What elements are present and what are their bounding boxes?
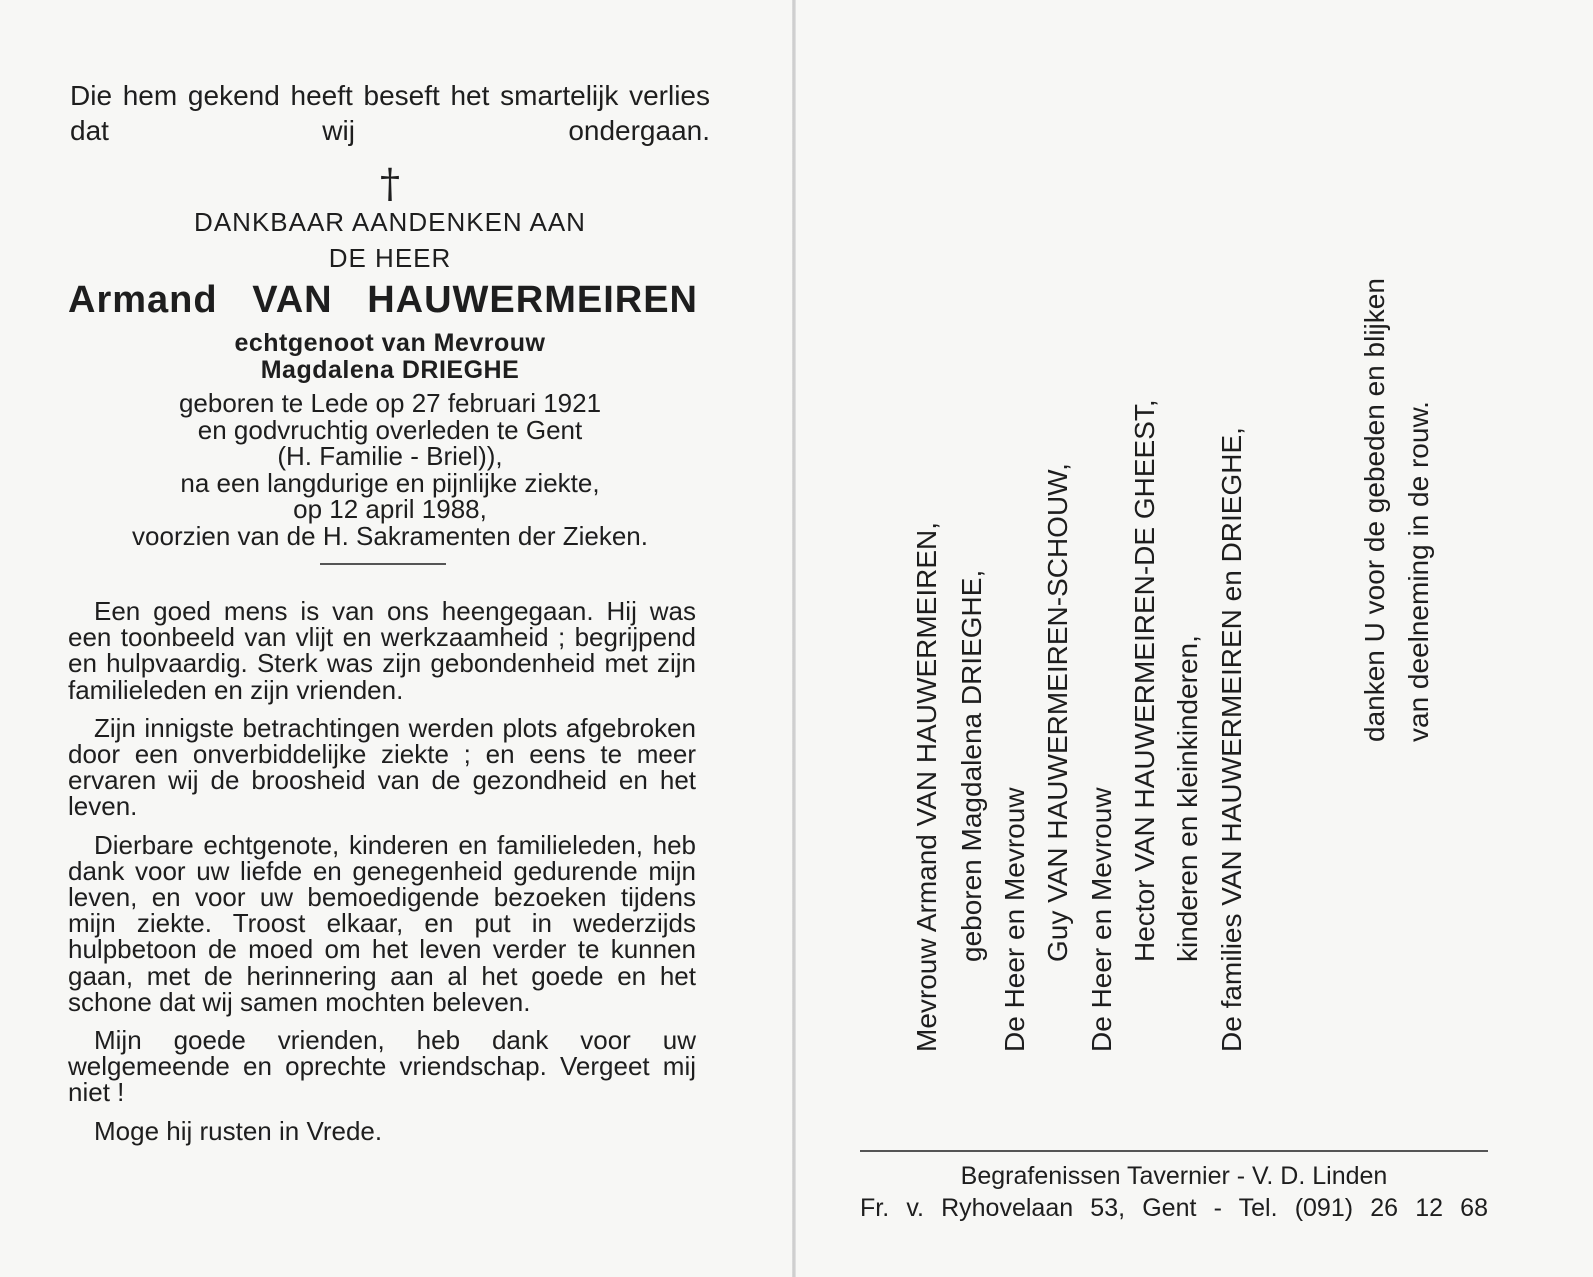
life-details (60, 390, 720, 549)
card-fold (792, 0, 796, 1277)
divider (320, 563, 446, 565)
family-line: De Heer en Mevrouw (999, 787, 1030, 1052)
spouse-line-1: echtgenoot van Mevrouw (234, 329, 546, 357)
family-line: De Heer en Mevrouw (1086, 787, 1117, 1052)
undertaker-divider (860, 1150, 1488, 1152)
detail-line: (H. Familie - Briel)), (277, 441, 503, 471)
dedication-line-1: DANKBAAR AANDENKEN AAN (194, 207, 586, 237)
family-line: Hector VAN HAUWERMEIREN-DE GHEEST, (1129, 399, 1160, 962)
opening-quote: Die hem gekend heeft beseft het smartelijk verlies dat wij ondergaan. (70, 80, 710, 146)
detail-line: en godvruchtig overleden te Gent (197, 414, 583, 445)
thanks-line-2: van deelneming in de rouw. (1403, 401, 1434, 742)
deceased-name: Armand VAN HAUWERMEIREN (68, 279, 698, 321)
memorial-paragraph: Dierbare echtgenote, kinderen en familieleden, heb dank voor uw liefde en genegenheid gedurende mijn leven, en voor uw bemoedigende bezoeken tijdens mijn ziekte. Troost elkaar, en put in wederzijds hulpbetoon de moed om het leven verder te kunnen gaan, met de herinnering aan al het goede en het schone dat wij samen mochten beleven. (68, 829, 696, 1017)
memorial-text (68, 598, 696, 1144)
undertaker-address: Fr. v. Ryhovelaan 53, Gent - Tel. (091) 26 12 68 (860, 1194, 1488, 1222)
detail-line: na een langdurige en pijnlijke ziekte, (180, 467, 600, 498)
family-line: geboren Magdalena DRIEGHE, (956, 569, 987, 962)
dedication-line-2: DE HEER (328, 243, 452, 273)
undertaker-name: Begrafenissen Tavernier - V. D. Linden (960, 1162, 1388, 1190)
memorial-paragraph: Een goed mens is van ons heengegaan. Hij was een toonbeeld van vlijt en werkzaamheid ; begrijpend en hulpvaardig. Sterk was zijn gebondenheid met zijn familieleden en zijn vrienden. (68, 596, 696, 705)
detail-line: voorzien van de H. Sakramenten der Zieken. (132, 520, 648, 551)
thanks-line-1: danken U voor de gebeden en blijken (1359, 278, 1390, 742)
family-line: De families VAN HAUWERMEIREN en DRIEGHE, (1216, 427, 1247, 1052)
cross-icon: † (380, 161, 400, 207)
closing-line: Moge hij rusten in Vrede. (94, 1115, 383, 1146)
undertaker-info (860, 1160, 1488, 1224)
spouse-line-2: Magdalena DRIEGHE (260, 356, 520, 384)
family-line: kinderen en kleinkinderen, (1172, 635, 1203, 962)
family-line: Mevrouw Armand VAN HAUWERMEIREN, (911, 521, 942, 1052)
family-line: Guy VAN HAUWERMEIREN-SCHOUW, (1042, 463, 1073, 962)
memorial-paragraph: Mijn goede vrienden, heb dank voor uw welgemeende en oprechte vriendschap. Vergeet mij niet ! (68, 1025, 696, 1108)
detail-line: geboren te Lede op 27 februari 1921 (178, 388, 602, 418)
detail-line: op 12 april 1988, (293, 494, 487, 524)
memorial-paragraph: Zijn innigste betrachtingen werden plots afgebroken door een onverbiddelijke ziekte ; en eens te meer ervaren wij de broosheid van de gezondheid en het leven. (68, 712, 696, 822)
